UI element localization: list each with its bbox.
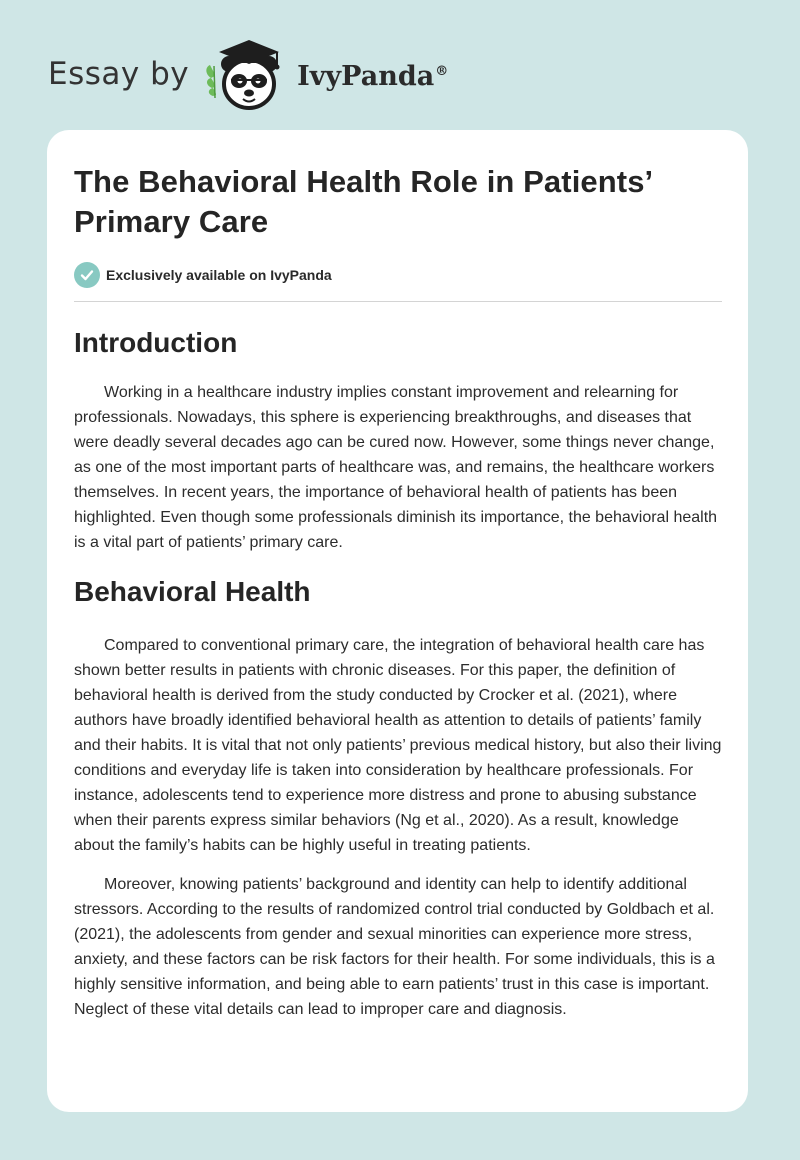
essay-card bbox=[47, 130, 748, 1112]
brand-text: IvyPanda bbox=[297, 60, 435, 92]
leaf-icon bbox=[206, 65, 216, 98]
registered-mark: ® bbox=[435, 63, 449, 79]
paragraph: Compared to conventional primary care, the integration of behavioral health care has shown better results in patients with chronic diseases. For this paper, the definition of behavioral health is derived from the study conducted by Crocker et al. (2021), where authors have broadly identified behavioral health as attention to details of patients’ family and their habits. It is vital that not only patients’ previous medical history, but also their living conditions and everyday life is taken into consideration by healthcare professionals. For instance, adolescents tend to experience more distress and prone to abusing substance when their parents express similar behaviors (Ng et al., 2020). As a result, knowledge about the family’s habits can be highly useful in treating patients. bbox=[74, 637, 722, 854]
section-heading-behavioral-health: Behavioral Health bbox=[74, 576, 311, 607]
essay-title: The Behavioral Health Role in Patients’ Primary Care bbox=[74, 164, 652, 239]
site-header bbox=[48, 34, 448, 114]
essay-by-label: Essay by bbox=[48, 56, 190, 92]
paragraph: Working in a healthcare industry implies constant improvement and relearning for professionals. Nowadays, this sphere is experiencing breakthroughs, and diseases that were deadly several decades ago can be cured now. However, some things never change, as one of the most important parts of healthcare was, and remains, the healthcare workers themselves. In recent years, the importance of behavioral health of patients has been highlighted. Even though some professionals diminish its importance, the behavioral health is a vital part of patients’ primary care. bbox=[74, 384, 718, 551]
exclusive-badge bbox=[74, 262, 722, 288]
badge-label: Exclusively available on IvyPanda bbox=[106, 267, 332, 283]
panda-graduate-icon[interactable] bbox=[201, 34, 293, 114]
paragraph: Moreover, knowing patients’ background and identity can help to identify additional stressors. According to the results of randomized control trial conducted by Goldbach et al. (2021), the adolescents from gender and sexual minorities can experience more stress, anxiety, and these factors can be risk factors for their health. For some individuals, this is a highly sensitive information, and being able to earn patients’ trust in this case is important. Neglect of these vital details can lead to improper care and diagnosis. bbox=[74, 876, 715, 1018]
check-circle-icon bbox=[74, 262, 100, 288]
brand-name[interactable] bbox=[297, 61, 448, 92]
divider bbox=[74, 301, 722, 302]
section-heading-introduction: Introduction bbox=[74, 327, 238, 358]
